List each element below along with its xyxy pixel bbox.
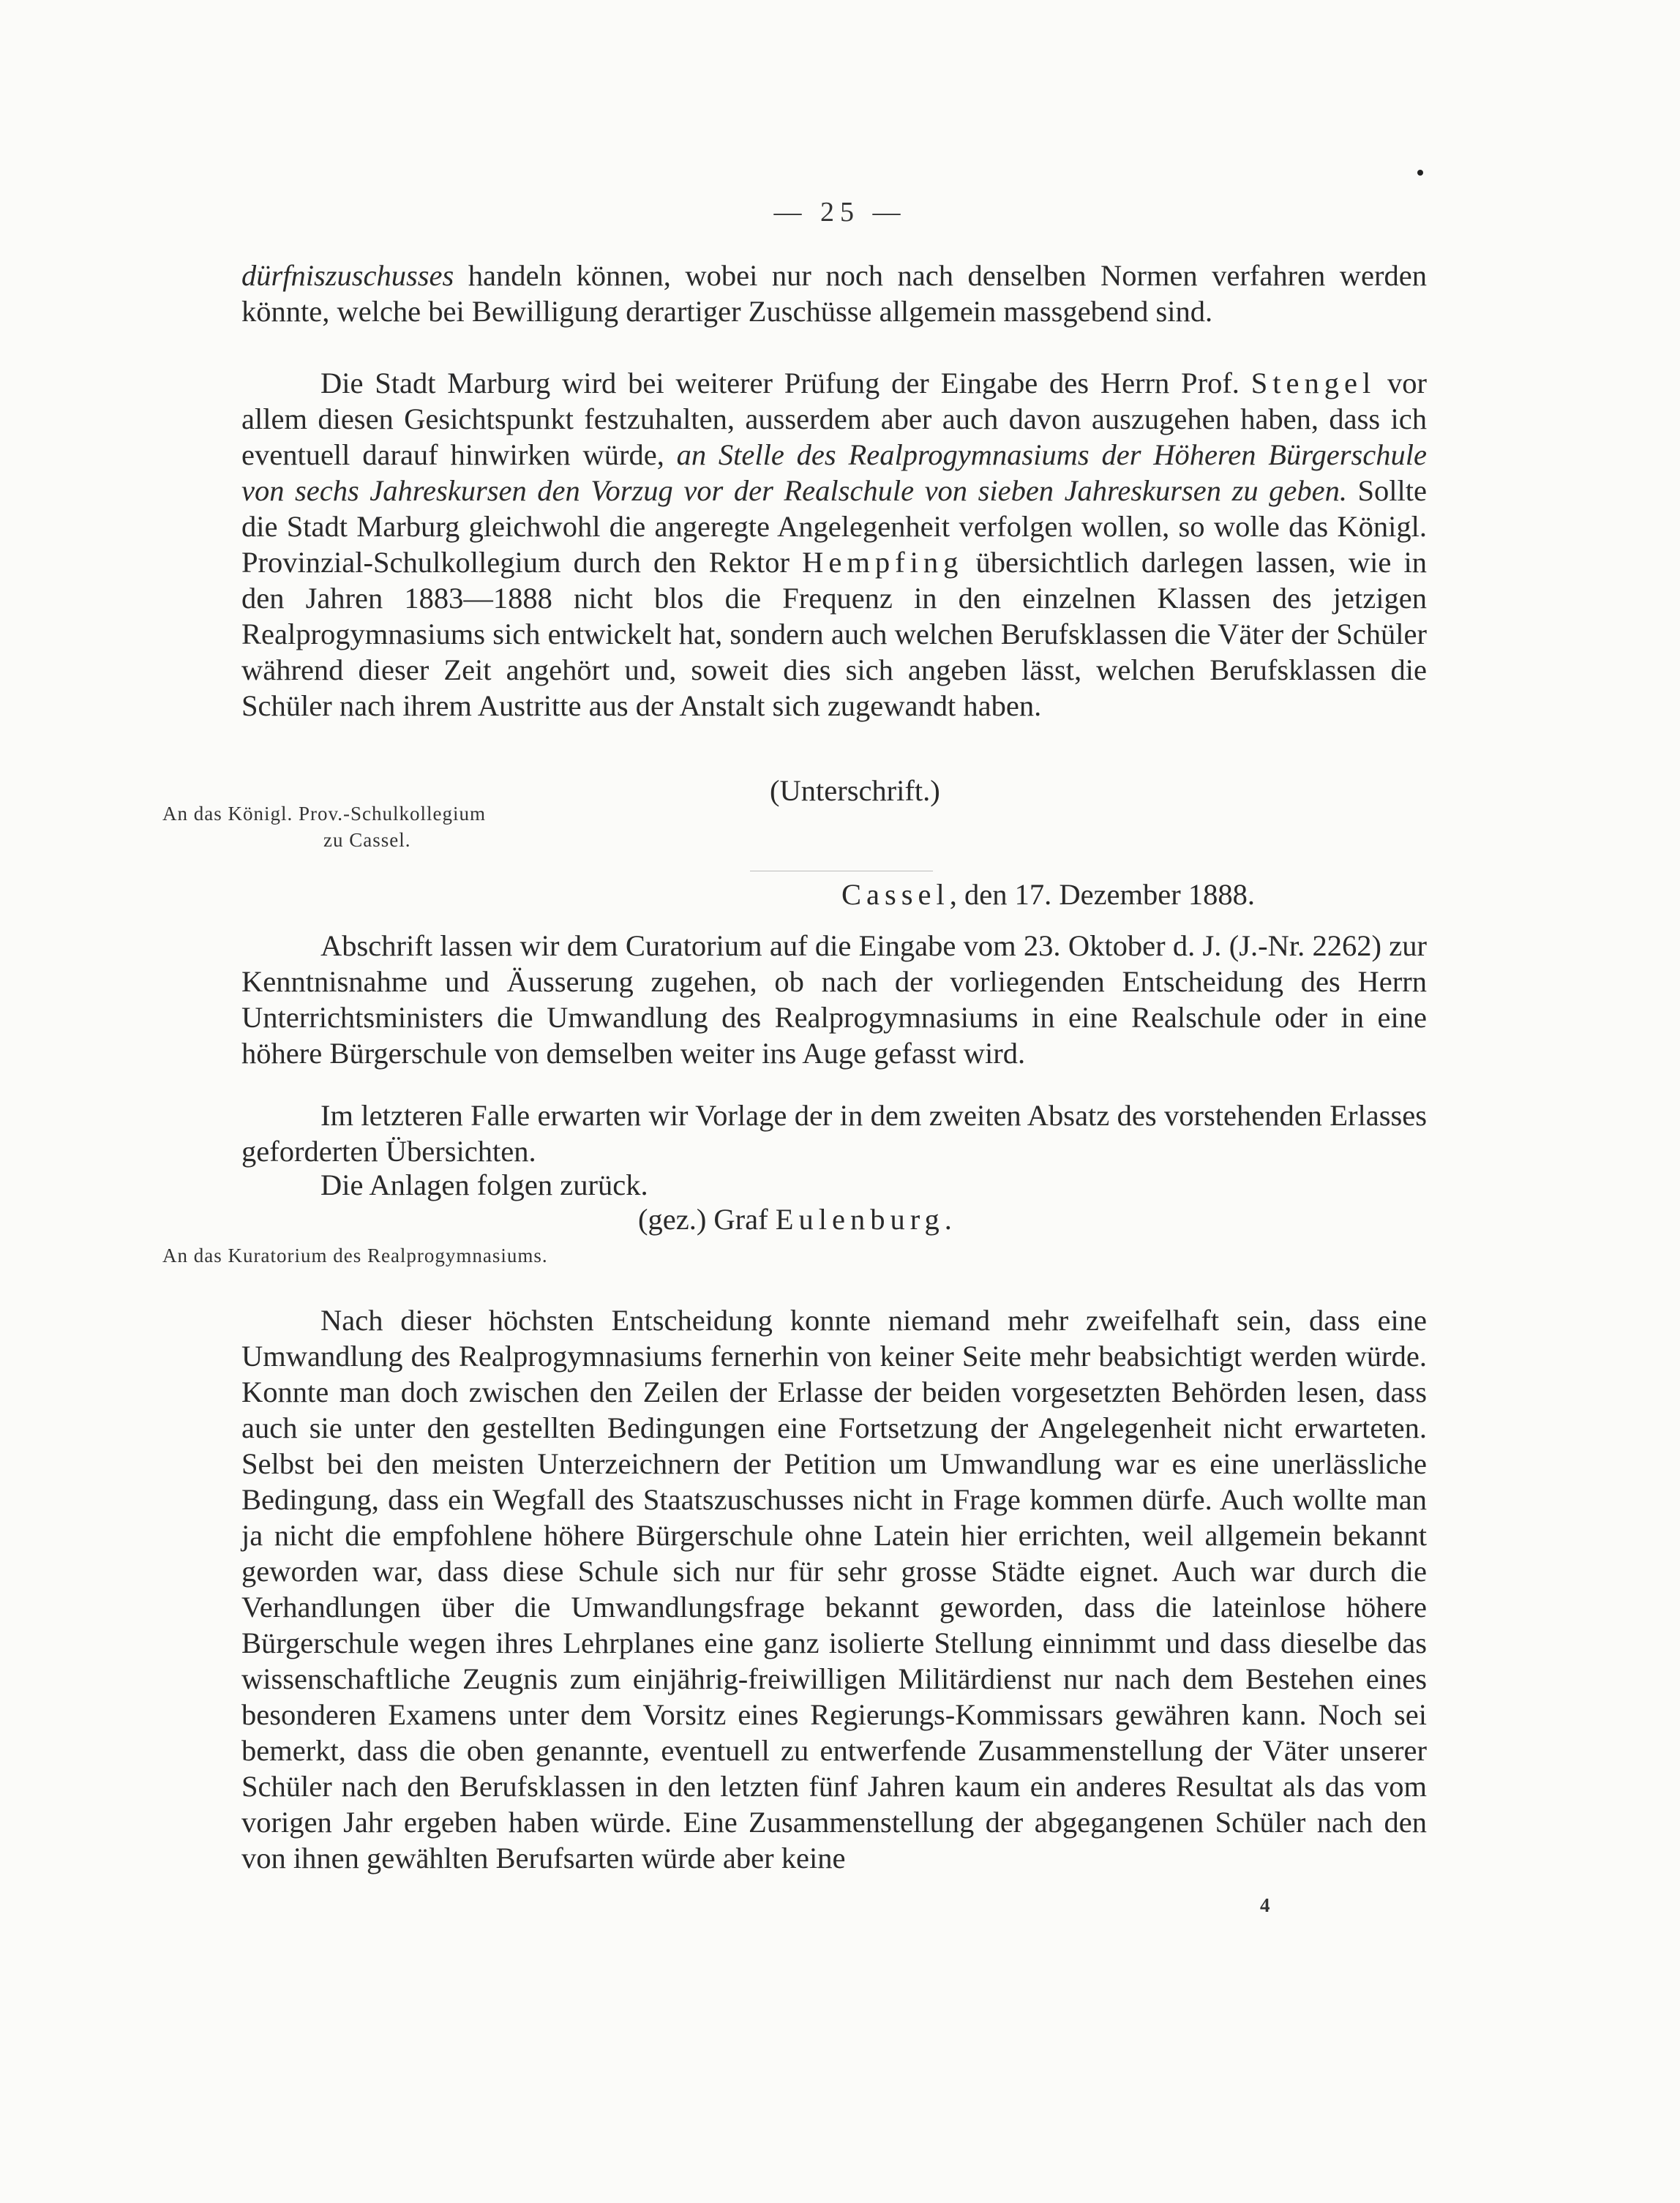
name-hempfing: Hempfing [802, 546, 964, 579]
paragraph-6-text: Nach dieser höchsten Entscheidung konnte niemand mehr zweifelhaft sein, dass eine Umwandlung des Realprogymnasiums fernerhin von keiner Seite mehr beabsichtigt werden würde. Konnte man doch zwischen den Zeilen der Erlasse der beiden vorgesetzten Behörden lesen, dass auch sie unter den gestellten Bedingungen eine Fortsetzung der Angelegenheit nicht erwarteten. Selbst bei den meisten Unterzeichnern der Petition um Umwandlung war es eine unerlässliche Bedingung, dass ein Wegfall des Staatszuschusses nicht in Frage kommen dürfe. Auch wollte man ja nicht die empfohlene höhere Bürgerschule ohne Latein hier errichten, weil allgemein bekannt geworden war, dass diese Schule sich nur für sehr grosse Städte eignet. Auch war durch die Verhandlungen über die Umwandlungsfrage bekannt geworden, dass die lateinlose höhere Bürgerschule wegen ihres Lehrplanes eine ganz isolierte Stellung einnimmt und dass dieselbe das wissenschaftliche Zeugnis zum einjährig-freiwilligen Militärdienst nur nach dem Bestehen eines besonderen Examens unter dem Vorsitz eines Regierungs-Kommissars gewähren kann. Noch sei bemerkt, dass die oben genannte, eventuell zu entwerfende Zusammenstellung der Väter unserer Schüler nach den Berufsklassen in den letzten fünf Jahren kaum ein anderes Resultat als das vom vorigen Jahr ergeben haben würde. Eine Zusammenstellung der abgegangenen Schüler nach den von ihnen gewählten Berufsarten würde aber keine [241, 1304, 1427, 1874]
dateline-date: , den 17. Dezember 1888. [949, 878, 1255, 911]
address-block-1 [162, 800, 486, 853]
ink-dot [1417, 170, 1423, 176]
paragraph-2-text-c: Sollte die Stadt Marburg gleichwohl die angeregte Angelegenheit verfolgen wollen, so wolle das Königl. Provinzial-Schulkollegium durch den Rektor [241, 474, 1427, 579]
signature-name: Eulenburg. [775, 1203, 957, 1236]
paragraph-4-text: Im letzteren Falle erwarten wir Vorlage der in dem zweiten Absatz des vorstehenden Erlasses geforderten Übersichten. [241, 1099, 1427, 1168]
address-line-2: zu Cassel. [323, 829, 411, 851]
paragraph-5-text: Die Anlagen folgen zurück. [320, 1168, 648, 1201]
signature-prefix: (gez.) Graf [638, 1203, 776, 1236]
address-block-2: An das Kuratorium des Realprogymnasiums. [162, 1245, 548, 1266]
page-number: — 25 — [773, 197, 907, 228]
paragraph-3-text: Abschrift lassen wir dem Curatorium auf die Eingabe vom 23. Oktober d. J. (J.-Nr. 2262) zur Kenntnisnahme und Äusserung zugehen, ob nach der vorliegenden Entscheidung des Herrn Unterrichtsministers die Umwandlung des Realprogymnasiums in eine Realschule oder in eine höhere Bürgerschule von demselben weiter ins Auge gefasst wird. [241, 929, 1427, 1070]
address-line-1: An das Königl. Prov.-Schulkollegium [162, 803, 486, 825]
paragraph-2 [241, 365, 1427, 724]
italic-passage: an Stelle des Realprogymnasiums der Höheren Bürgerschule von sechs Jahreskursen den Vorzug vor der Realschule von sieben Jahreskursen zu geben. [241, 438, 1427, 507]
signature-mark: 4 [1260, 1894, 1270, 1916]
dateline-place: Cassel [841, 878, 950, 911]
signature-unterschrift: (Unterschrift.) [770, 774, 940, 807]
paragraph-2-text-a: Die Stadt Marburg wird bei weiterer Prüfung der Eingabe des Herrn Prof. [320, 367, 1251, 399]
name-stengel: Stengel [1250, 367, 1376, 399]
dateline [841, 877, 1255, 912]
paragraph-1-text: handeln können, wobei nur noch nach denselben Normen verfahren werden könnte, welche bei Bewilligung derartiger Zuschüsse allgemein massgebend sind. [241, 259, 1427, 328]
paragraph-3 [241, 928, 1427, 1071]
paragraph-6 [241, 1302, 1427, 1876]
signature-eulenburg [638, 1201, 957, 1237]
paragraph-5 [241, 1167, 1427, 1203]
paragraph-1 [241, 258, 1427, 329]
paragraph-2-text-b: vor allem diesen Gesichtspunkt festzuhalten, ausserdem aber auch davon auszugehen haben, dass ich eventuell darauf hinwirken würde, [241, 367, 1427, 471]
italic-fragment: dürfniszuschusses [241, 259, 454, 292]
paragraph-4 [241, 1097, 1427, 1169]
paragraph-2-text-d: übersichtlich darlegen lassen, wie in den Jahren 1883—1888 nicht blos die Frequenz in den einzelnen Klassen des jetzigen Realprogymnasiums sich entwickelt hat, sondern auch welchen Berufsklassen die Väter der Schüler während dieser Zeit angehört und, soweit dies sich angeben lässt, welchen Berufsklassen die Schüler nach ihrem Austritte aus der Anstalt sich zugewandt haben. [241, 546, 1428, 722]
